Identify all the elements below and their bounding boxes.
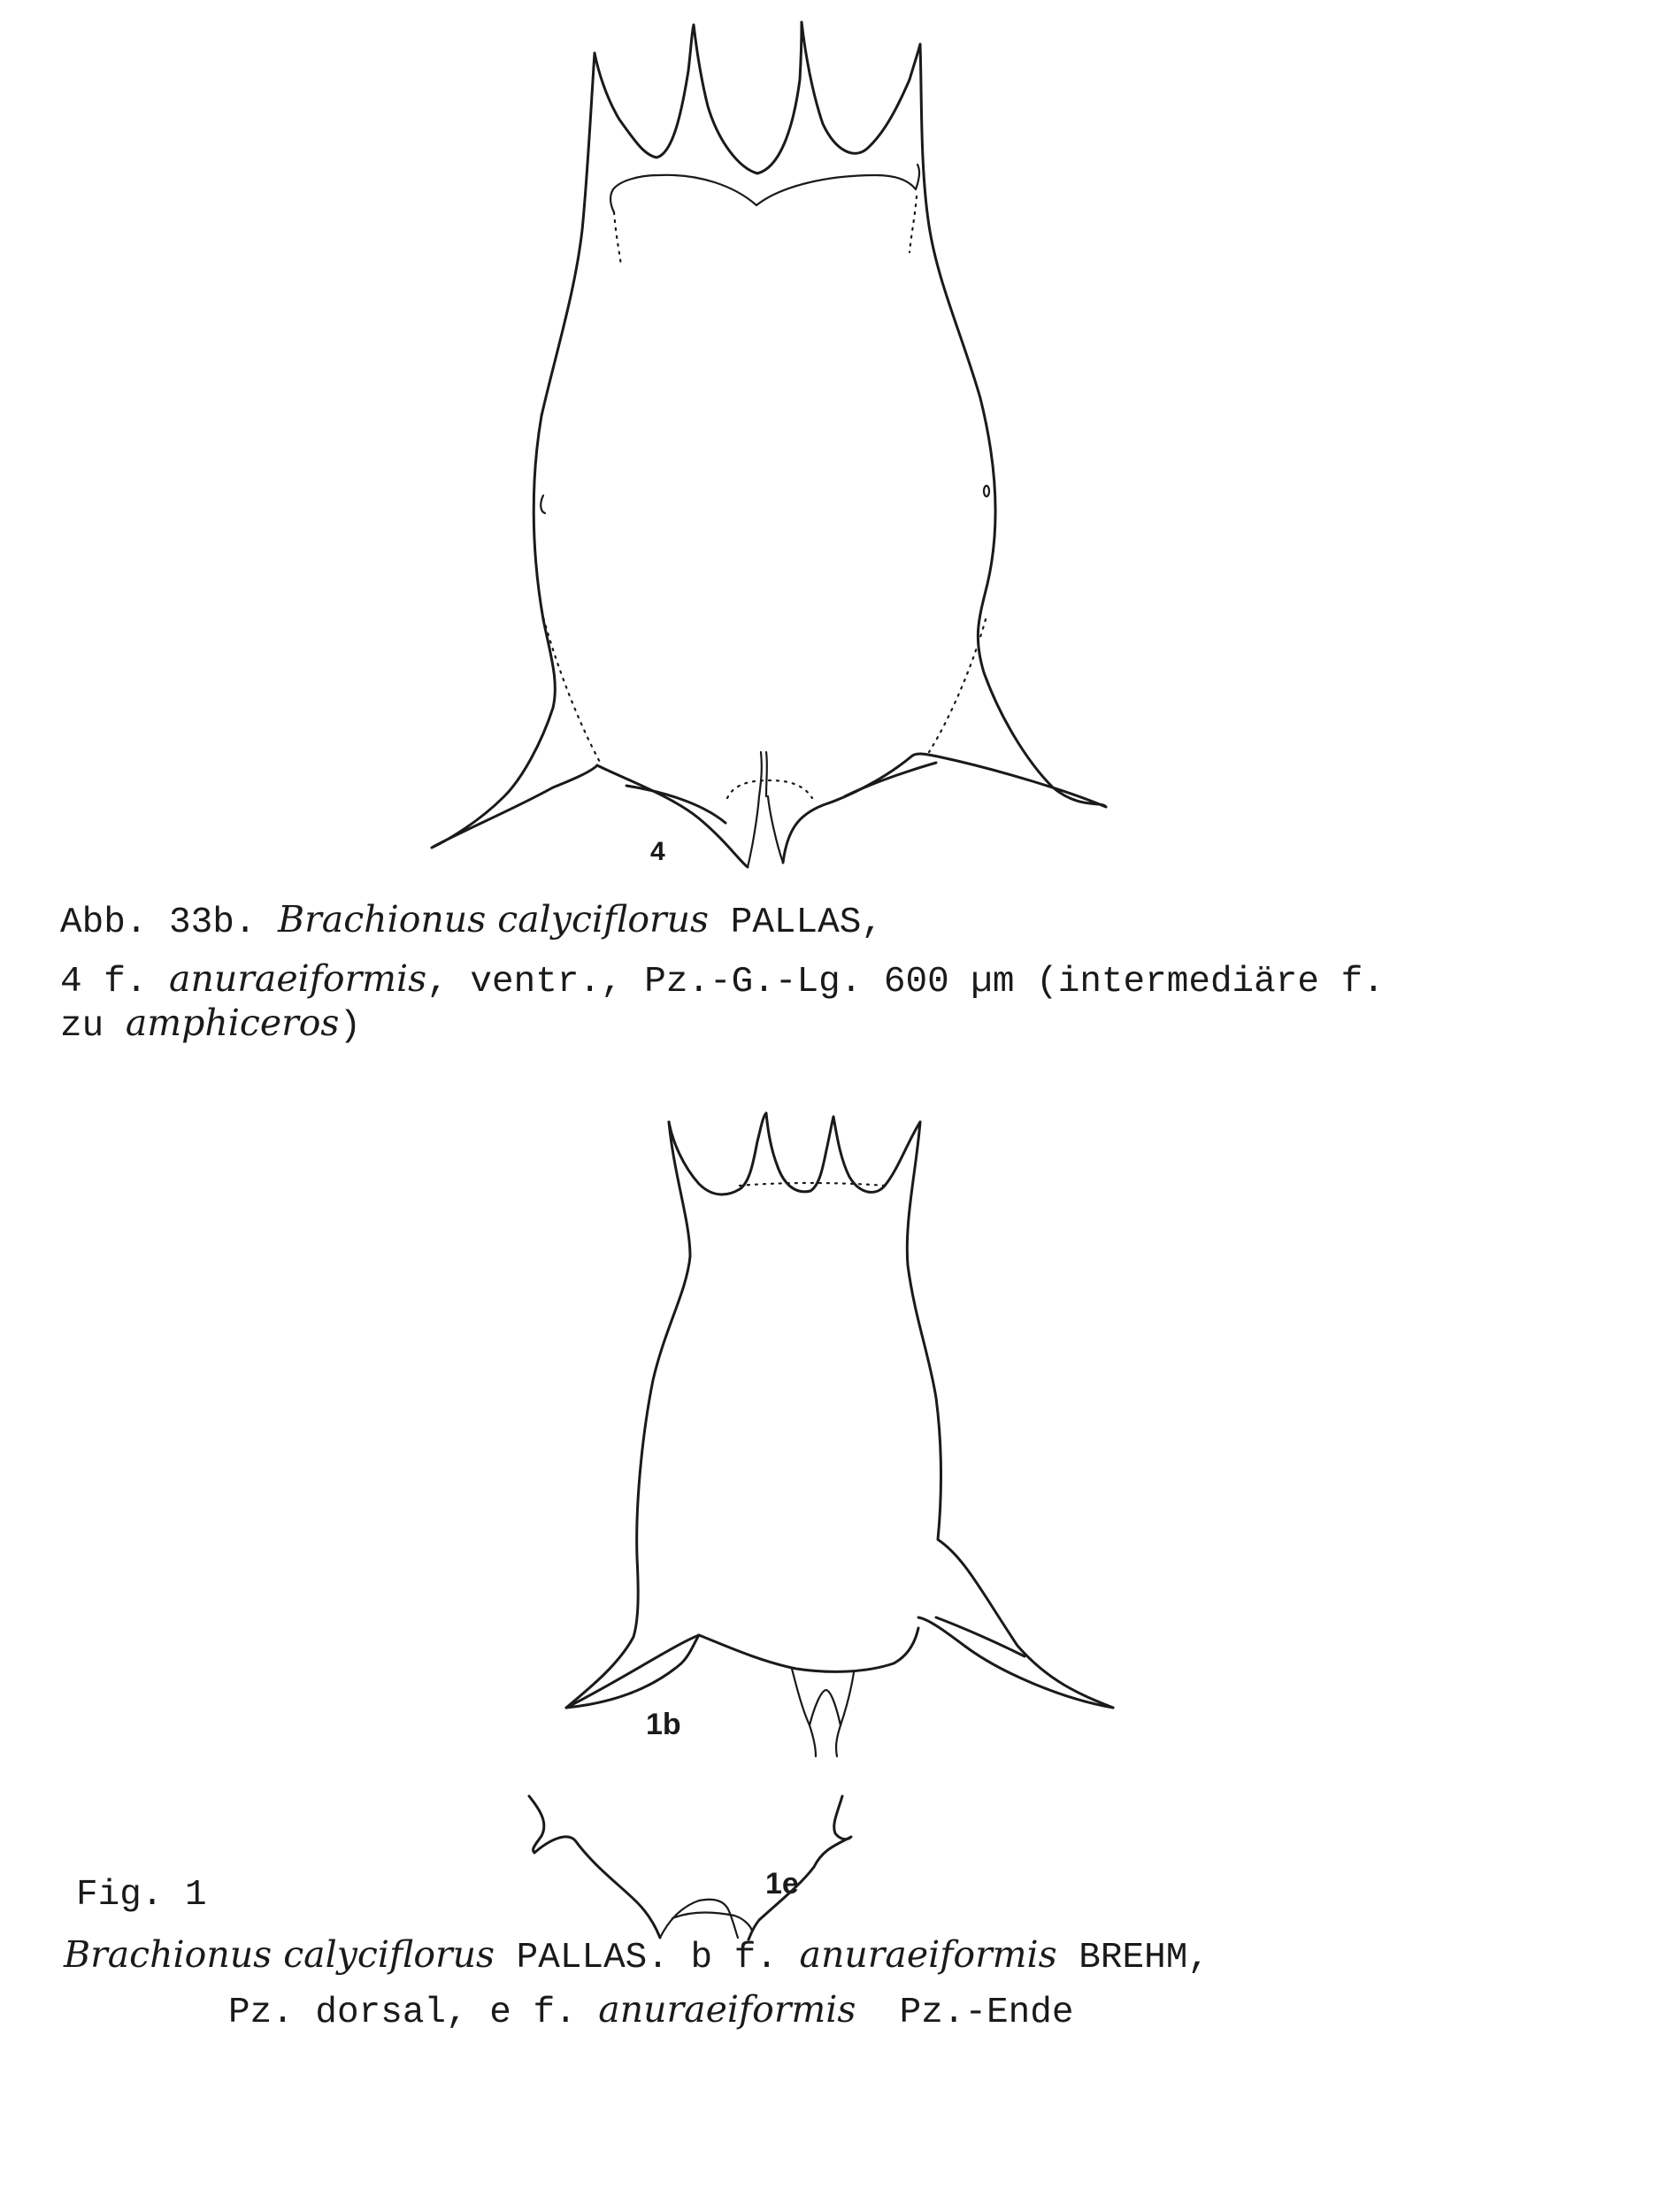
form-name: anuraeiformis [799,1933,1057,1976]
panel-label-1b: 1b [646,1708,681,1741]
caption-prefix: 4 f. [60,962,170,1002]
e-prefix: e f. [489,1993,599,2033]
caption-rest: , ventr., Pz.-G.-Lg. 600 µm (intermediäre f. [426,962,1385,1002]
caption-prefix: Abb. 33b. [60,902,279,943]
bottom-caption-line-2 [228,1988,1074,2034]
lorica-drawing-1b [566,1113,1113,1756]
b-prefix: b f. [690,1938,800,1978]
lorica-drawing-4 [432,22,1106,867]
caption-suffix: ) [339,1006,362,1047]
species-name: Brachionus calyciflorus [278,898,710,941]
author-name: PALLAS, [709,902,883,943]
fig-label: Fig. 1 [76,1875,207,1916]
species-name: Brachionus calyciflorus [64,1933,495,1976]
form-name: amphiceros [125,1002,340,1044]
caption-prefix: zu [60,1006,126,1047]
author-name-2: BREHM, [1056,1938,1209,1978]
form-name: anuraeiformis [598,1988,856,2031]
form-name: anuraeiformis [169,957,427,1000]
top-caption-line-1 [60,898,883,944]
lorica-drawing-1e [529,1796,851,1939]
caption-prefix: Pz. dorsal, [228,1993,490,2033]
top-caption-line-3 [60,1002,361,1048]
caption-rest: Pz.-Ende [856,1993,1074,2033]
panel-label-1e: 1e [765,1867,799,1901]
author-name: PALLAS. [495,1938,691,1978]
top-caption-line-2 [60,957,1385,1003]
bottom-caption-line-1 [64,1933,1209,1979]
panel-label-4: 4 [650,837,665,866]
